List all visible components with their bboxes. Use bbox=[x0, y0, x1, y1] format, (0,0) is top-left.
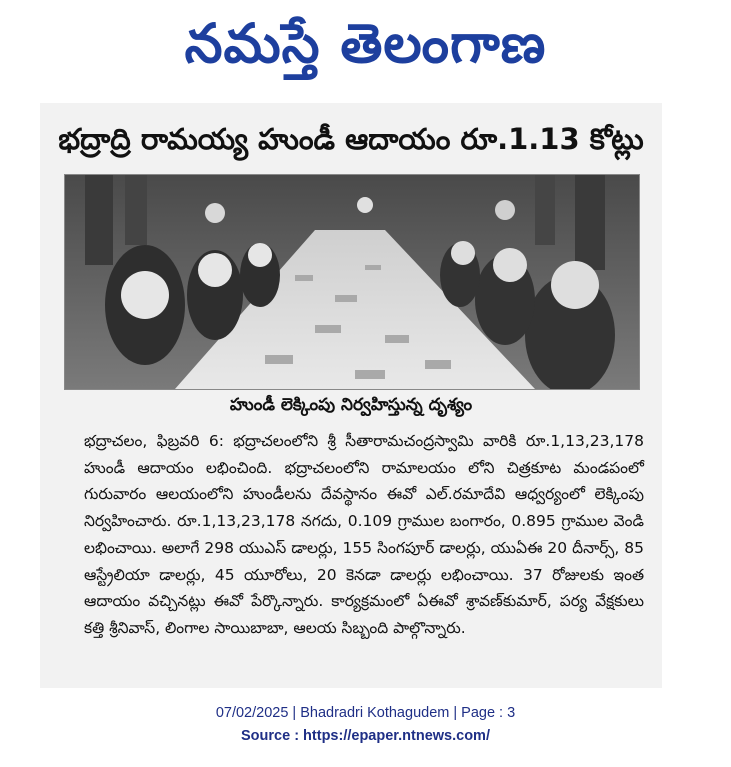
news-clipping bbox=[40, 103, 662, 688]
article-body bbox=[84, 428, 644, 642]
article-headline: భద్రాద్రి రామయ్య హుండీ ఆదాయం రూ.1.13 కోట్లు bbox=[58, 122, 644, 156]
masthead-logo-text: నమస్తే తెలంగాణ bbox=[184, 12, 547, 75]
page-footer bbox=[0, 702, 731, 748]
hundi-counting-photo bbox=[65, 175, 639, 389]
edition-info: 07/02/2025 | Bhadradri Kothagudem | Page : 3 bbox=[215, 705, 516, 721]
photo-caption: హుండీ లెక్కింపు నిర్వహిస్తున్న దృశ్యం bbox=[229, 395, 473, 415]
source-link[interactable]: Source : https://epaper.ntnews.com/ bbox=[241, 728, 490, 744]
newspaper-masthead bbox=[0, 0, 731, 88]
article-photo bbox=[64, 174, 640, 390]
article-paragraph: భద్రాచలం, ఫిబ్రవరి 6: భద్రాచలంలోని శ్రీ సీతారామచంద్రస్వామి వారికి రూ.1,13,23,178 హుండీ ఆదాయం లభించింది. భద్రాచలంలోని రామాలయం లోని చిత్రకూట మండపంలో గురువారం ఆలయంలోని హుండీలను దేవస్థానం ఈవో ఎల్.రమాదేవి ఆధ్వర్యంలో లెక్కింపు నిర్వహించారు. రూ.1,13,23,178 నగదు, 0.109 గ్రాముల బంగారం, 0.895 గ్రాముల వెండి లభించాయి. అలాగే 298 యుఎస్ డాలర్లు, 155 సింగపూర్ డాలర్లు, యుఏఈ 20 దీనార్స్, 85 ఆస్ట్రేలియా డాలర్లు, 45 యూరోలు, 20 కెనడా డాలర్లు లభించాయి. 37 రోజులకు ఇంత ఆదాయం వచ్చినట్లు ఈవో పేర్కొన్నారు. కార్యక్రమంలో ఏఈవో శ్రావణ్‌కుమార్, పర్య వేక్షకులు కత్తి శ్రీనివాస్, లింగాల సాయిబాబా, ఆలయ సిబ్బంది పాల్గొన్నారు. bbox=[84, 432, 644, 637]
